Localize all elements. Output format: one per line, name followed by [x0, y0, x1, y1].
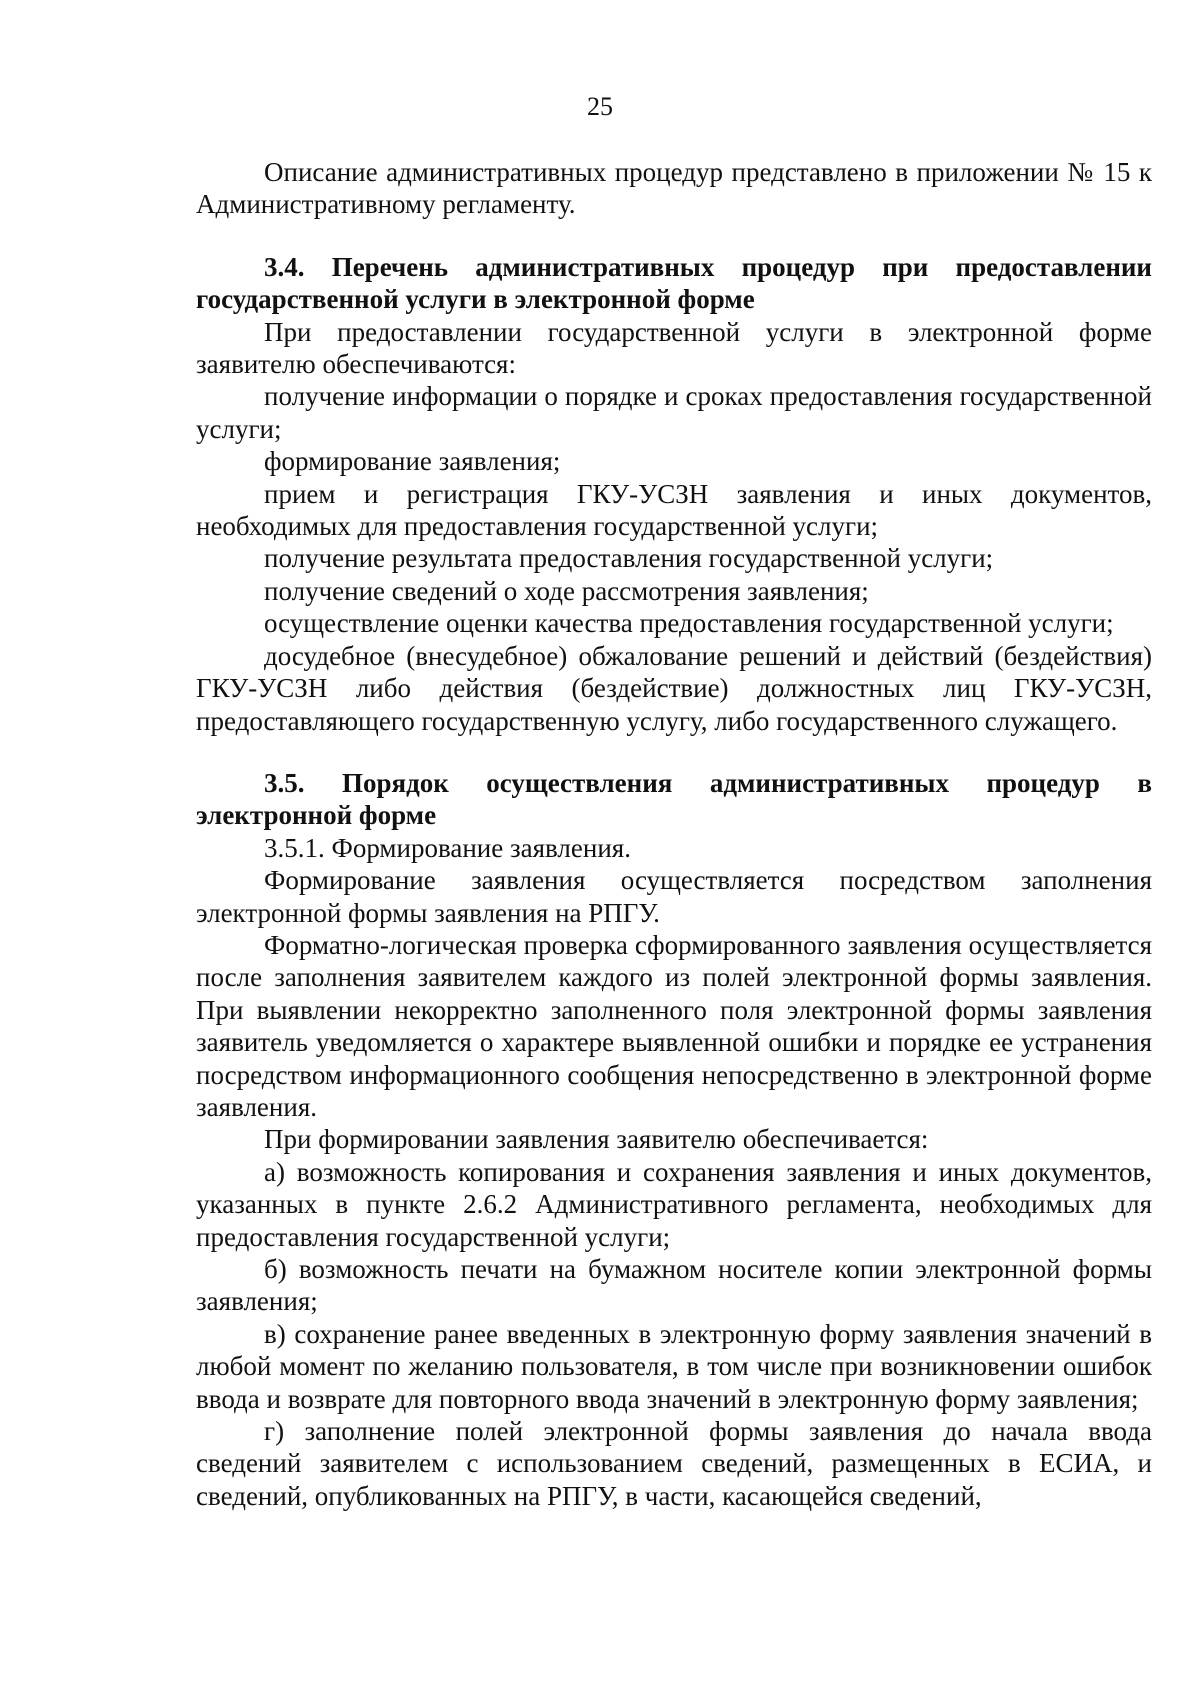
section-3-4-heading: 3.4. Перечень административных процедур при предоставлении государственной услуги в электронной форме — [196, 251, 1152, 315]
list-item: получение результата предоставления государственной услуги; — [264, 543, 994, 574]
list-item: а) возможность копирования и сохранения заявления и иных документов, указанных в пункте 2.6.2 Административного регламента, необходимых для предоставления государственной услуги; — [196, 1156, 1152, 1252]
list-item: прием и регистрация ГКУ-УСЗН заявления и иных документов, необходимых для предоставления государственной услуги; — [196, 478, 1152, 542]
body-paragraph: Форматно-логическая проверка сформированного заявления осуществляется после заполнения заявителем каждого из полей электронной формы заявления. При выявлении некорректно заполненного поля электронной формы заявления заявитель уведомляется о характере выявленной ошибки и порядке ее устранения посредством информационного сообщения непосредственно в электронной форме заявления. — [196, 929, 1152, 1122]
body-paragraph: При формировании заявления заявителю обеспечивается: — [264, 1124, 929, 1155]
body-paragraph: Формирование заявления осуществляется посредством заполнения электронной формы заявления на РПГУ. — [196, 865, 1152, 928]
list-item: в) сохранение ранее введенных в электронную форму заявления значений в любой момент по желанию пользователя, в том числе при возникновении ошибок ввода и возврате для повторного ввода значений в электронную форму заявления; — [196, 1318, 1152, 1414]
page-number: 25 — [587, 92, 613, 121]
list-item: осуществление оценки качества предоставления государственной услуги; — [264, 608, 1114, 639]
list-item: формирование заявления; — [264, 446, 561, 477]
list-item: получение сведений о ходе рассмотрения заявления; — [264, 575, 869, 606]
list-item: досудебное (внесудебное) обжалование решений и действий (бездействия) ГКУ-УСЗН либо действия (бездействие) должностных лиц ГКУ-УСЗН, предоставляющего государственную услугу, либо государственного служащего. — [196, 640, 1152, 736]
section-3-5-1-subheading: 3.5.1. Формирование заявления. — [264, 832, 631, 863]
section-3-5-heading: 3.5. Порядок осуществления административных процедур в электронной форме — [196, 767, 1152, 831]
section-3-4-lead: При предоставлении государственной услуги в электронной форме заявителю обеспечиваются: — [196, 316, 1152, 380]
list-item: получение информации о порядке и сроках предоставления государственной услуги; — [196, 381, 1152, 444]
list-item: г) заполнение полей электронной формы заявления до начала ввода сведений заявителем с использованием сведений, размещенных в ЕСИА, и сведений, опубликованных на РПГУ, в части, касающейся сведений, — [196, 1416, 1152, 1511]
document-body — [196, 156, 1152, 1512]
intro-paragraph: Описание административных процедур представлено в приложении № 15 к Административному регламенту. — [196, 157, 1152, 220]
list-item: б) возможность печати на бумажном носителе копии электронной формы заявления; — [196, 1254, 1152, 1317]
